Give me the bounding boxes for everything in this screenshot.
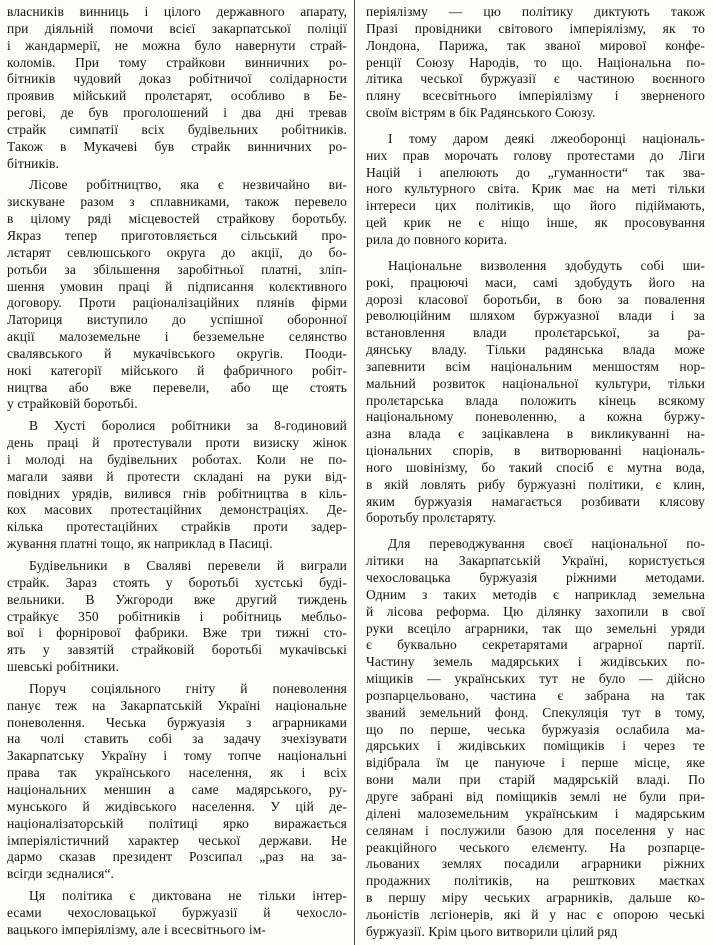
text-line: мальний розвиток національної культури, тільки bbox=[366, 375, 705, 391]
text-line: селянам і послужили базою для поселення у нас bbox=[366, 822, 705, 838]
text-line: Латориця виступило до успішної оборонної bbox=[7, 312, 347, 328]
text-line: Лондона, Парижа, так званої мирової конфе- bbox=[366, 37, 705, 53]
text-line: вони мали при старій мадярській владі. По bbox=[366, 772, 705, 788]
text-line: повідних урядів, вилився гнів робітництва в кіль- bbox=[7, 485, 347, 501]
text-line: чехословацька буржуазія ріжними методами. bbox=[366, 570, 705, 585]
text-line: есами чехословацької буржуазії й чехосло- bbox=[7, 904, 347, 920]
text-line: запевнити всім національним меншостям нор- bbox=[366, 358, 705, 374]
text-line: дярських і жидівських поміщиків і через те bbox=[366, 738, 705, 754]
text-line: льованих землях посадили аграрники ріжних bbox=[366, 856, 705, 872]
text-line: Лісове робітництво, яка є незвичайно ви- bbox=[29, 177, 347, 193]
text-line: страйк симпатії всіх будівельних робітників. bbox=[7, 121, 347, 137]
text-line: рокі, працюючі маси, самі здобудуть його на bbox=[366, 274, 705, 290]
text-line: Будівельники в Сваляві перевели й виграли bbox=[29, 558, 347, 573]
text-line: пляну всесвітнього імперіялізму і зверненого bbox=[366, 88, 705, 104]
text-line: ротьби за збільшення заробітньої платні, зліп- bbox=[7, 261, 347, 277]
paragraph bbox=[7, 418, 347, 553]
text-line: льоністів лєгіонерів, які й у нас є опорою чеські bbox=[366, 906, 705, 922]
text-line: продажних політиків, на решткових маєтках bbox=[366, 873, 705, 889]
text-line: мунського й жидівського населення. У цій де- bbox=[7, 798, 347, 814]
text-line: і жандармерії, не можна було навернути страй- bbox=[7, 37, 347, 53]
text-line: нокі категорії мійського й фабричного робіт- bbox=[7, 362, 347, 378]
text-line: зискуване разом з сплавниками, також перевело bbox=[7, 194, 347, 210]
text-line: що по перше, чеська буржуазія ослабила ма- bbox=[366, 721, 705, 737]
text-line: регові, де був проголошений і два дні тревав bbox=[7, 105, 347, 121]
text-line: вої і форнірової фабрики. Вже три тижні сто- bbox=[7, 625, 347, 641]
text-line: Для переводжування своєї національної по- bbox=[388, 536, 705, 552]
text-line: них прав морочать голову протестами до Ліги bbox=[366, 147, 705, 163]
text-line: Закарпатську Україну і тому топче національні bbox=[7, 748, 347, 764]
text-line: боротьбу пролєтаряту. bbox=[366, 510, 497, 526]
text-line: Частину земель мадярських і жидівських по- bbox=[366, 654, 705, 670]
text-line: Національне визволення здобудуть собі ши- bbox=[388, 257, 705, 273]
text-line: ництва або вже перевели, або ще стоять bbox=[7, 379, 347, 395]
text-line: в цілому ряді місцевостей страйкову боротьбу. bbox=[7, 211, 347, 227]
text-line: націоналізаторській політиці ярко виражається bbox=[7, 815, 347, 831]
text-line: буржуазії. Крім цього витворили цілий ряд bbox=[366, 923, 618, 939]
text-line: ного шовінізму, бо такий спосіб є мутна вода, bbox=[366, 459, 705, 475]
text-line: літика чеської буржуазії є частиною воєнного bbox=[366, 71, 705, 87]
text-line: кілька протестаційних страйків проти задер- bbox=[7, 519, 347, 535]
text-line: яким буржуазія намагається розбивати клясову bbox=[366, 493, 705, 509]
text-line: революційним шляхом буржуазної влади і за bbox=[366, 308, 705, 324]
text-line: імперіялістичний характер чеської держави. Не bbox=[7, 832, 347, 848]
text-line: шення умовин праці й підписання колєктивного bbox=[7, 278, 347, 294]
text-line: літики на Закарпатській Україні, користується bbox=[366, 553, 705, 569]
text-line: свалявського й мукачівського округів. Пооди- bbox=[7, 345, 347, 361]
text-line: поневолення. Чеська буржуазія з аграрниками bbox=[7, 714, 347, 730]
text-line: рила до повного корита. bbox=[366, 231, 508, 247]
text-line: ять у завзятій страйковій боротьбі мукачівські bbox=[7, 642, 347, 658]
text-line: й лісова реформа. Цю ділянку захопили в свої bbox=[366, 603, 705, 619]
paragraph bbox=[7, 888, 347, 939]
text-line: бітників. bbox=[7, 155, 59, 171]
text-line: Празі провідники світового імперіялізму, як то bbox=[366, 20, 705, 36]
text-line: і молоді на будівельних роботах. Коли не по- bbox=[7, 451, 347, 467]
text-line: національному поневоленню, а кожна буржу- bbox=[366, 409, 705, 425]
text-line: при діяльній помочи всієї закарпатської поліції bbox=[7, 20, 347, 36]
text-line: Націй і апелюють до „гуманности“ так зва- bbox=[366, 164, 705, 180]
text-line: В Хусті боролися робітники за 8-годиновий bbox=[29, 418, 347, 434]
text-line: у страйковій боротьбі. bbox=[7, 396, 138, 412]
text-line: день праці й протестували проти визиску жінок bbox=[7, 435, 347, 451]
text-line: ренції Союзу Народів, то що. Національна по- bbox=[366, 54, 705, 70]
paragraph bbox=[366, 536, 705, 940]
text-line: жування платні тощо, як наприклад в Пасиці. bbox=[7, 536, 273, 552]
paragraph bbox=[366, 131, 705, 249]
text-line: панує теж на Закарпатській Україні національне bbox=[7, 697, 347, 713]
text-line: реакційного чеського елєменту. На розпарце- bbox=[366, 839, 705, 855]
text-line: страйкує 350 робітників і робітниць мебльо- bbox=[7, 608, 347, 624]
text-line: кох масових протестаційних демонстраціях. Де- bbox=[7, 502, 347, 518]
text-line: своїм вістрям в бік Радянського Союзу. bbox=[366, 105, 596, 121]
text-line: Одним з таких методів є наприклад земельна bbox=[366, 586, 705, 602]
paragraph bbox=[366, 258, 705, 528]
text-line: в якій ловлять рибу буржуазні політики, є клин, bbox=[366, 476, 705, 492]
text-line: всігди зєдналися“. bbox=[7, 866, 115, 882]
text-line: вацького імперіялізму, але і всесвітнього ім- bbox=[7, 921, 266, 937]
text-line: є буквально секретарятами аграрної партії. bbox=[366, 637, 705, 653]
text-line: ного культурного світа. Крик має на меті тільки bbox=[366, 181, 705, 197]
paragraph bbox=[366, 4, 705, 122]
text-line: друге забрані від поміщиків землі не були при- bbox=[366, 788, 705, 804]
paragraph bbox=[7, 177, 347, 413]
text-line: руки всеціло аграрники, так що земельні уряди bbox=[366, 620, 705, 636]
text-line: акції малоземельне і безземельне селянство bbox=[7, 329, 347, 345]
text-line: Ця політика є диктована не тільки інтер- bbox=[29, 888, 347, 904]
text-line: ціональних спорів, в витворюванні національ- bbox=[366, 443, 705, 459]
text-line: міщиків — українських тут не було — дійсно bbox=[366, 671, 705, 687]
text-line: коломів. При тому страйкови винничних ро- bbox=[7, 54, 347, 70]
text-line: шевські робітники. bbox=[7, 659, 119, 675]
text-line: власників винниць і цілого державного апарату, bbox=[7, 4, 347, 19]
text-line: дорозі класової боротьби, в бою за повалення bbox=[366, 291, 705, 307]
text-line: дянську владу. Тільки радянська влада може bbox=[366, 342, 705, 358]
text-line: проявив мійський пролєтарят, особливо в Бе- bbox=[7, 88, 347, 104]
text-line: званий земельний фонд. Спекуляція тут в тому, bbox=[366, 704, 705, 720]
text-line: бітників чудовий доказ робітничої солідарности bbox=[7, 71, 347, 87]
paragraph bbox=[7, 558, 347, 676]
text-line: інтереси цих політиків, що його підіймають, bbox=[366, 198, 705, 214]
text-line: ділені малоземельним українським і мадярським bbox=[366, 805, 705, 821]
text-line: страйк. Зараз стоять у боротьбі хустські буді- bbox=[7, 574, 347, 590]
text-line: магали заяви й протести складані на руки від- bbox=[7, 468, 347, 484]
text-line: встановлення влади пролєтарської, за ра- bbox=[366, 325, 705, 341]
text-line: Також в Мукачеві був страйк винничних ро- bbox=[7, 138, 347, 154]
text-column-left bbox=[7, 4, 354, 945]
text-line: пролєтарська влада положить кінець всякому bbox=[366, 392, 705, 408]
text-line: Якраз тепер приготовляється сільський про- bbox=[7, 227, 347, 243]
text-line: цей крик не є ніщо інше, як просовування bbox=[366, 215, 705, 231]
text-line: національних меншин а саме мадярського, ру- bbox=[7, 781, 347, 797]
text-line: дармо сказав президент Розсипал „раз на за- bbox=[7, 849, 347, 865]
text-line: лєтарят севлюшського округа до акції, до бо- bbox=[7, 244, 347, 260]
text-line: в першу міру чеських аграрників, дальше ко- bbox=[366, 890, 705, 906]
text-line: періялізму — цю політику диктують також bbox=[366, 4, 705, 19]
text-line: І тому даром деякі лжеоборонці національ- bbox=[388, 130, 705, 146]
text-line: Поруч соціяльного гніту й поневолення bbox=[29, 680, 347, 696]
paragraph bbox=[7, 681, 347, 883]
text-line: вельники. В Ужгороди вже другий тиждень bbox=[7, 591, 347, 607]
text-line: права так українського населення, як і всіх bbox=[7, 765, 347, 781]
text-line: розпарцельовано, частина є забрана на так bbox=[366, 687, 705, 703]
text-line: відібрала їм це пануюче і перше місце, яке bbox=[366, 755, 705, 771]
text-line: договору. Проти раціоналізаційних плянів фірми bbox=[7, 295, 347, 311]
text-column-right bbox=[355, 4, 705, 945]
paragraph bbox=[7, 4, 347, 172]
text-line: азна влада є зацікавлена в викликуванні на- bbox=[366, 426, 705, 442]
text-line: на чолі ставить собі за задачу зчехізувати bbox=[7, 731, 347, 747]
